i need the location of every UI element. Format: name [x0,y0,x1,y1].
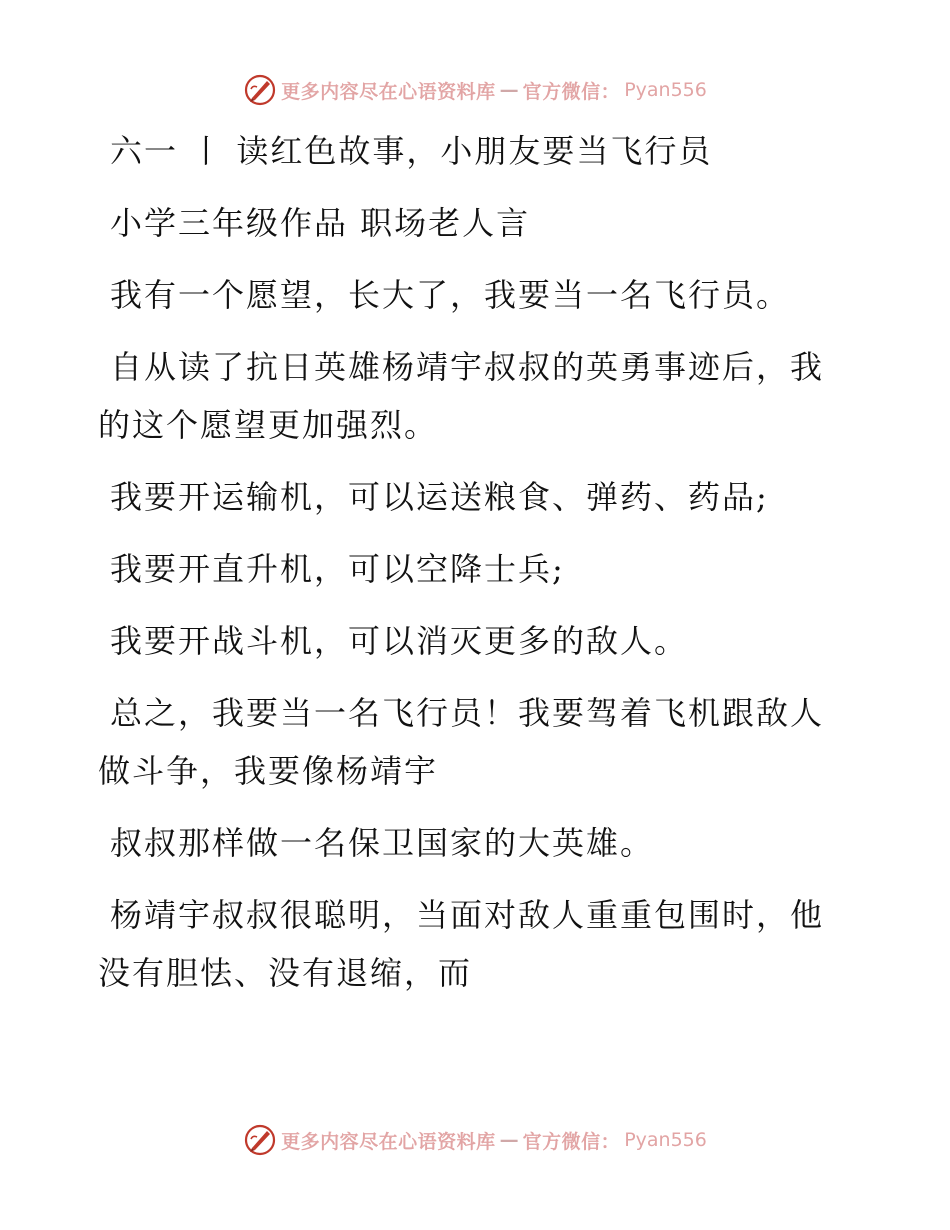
document-title: 六一 丨 读红色故事，小朋友要当飞行员 [110,132,713,170]
footer-watermark [0,1120,950,1160]
paragraph-8 [98,886,830,1002]
paragraph-5: 我要开战斗机，可以消灭更多的敌人。 [110,622,689,660]
paragraph-2 [98,338,830,454]
paragraph-1: 我有一个愿望，长大了，我要当一名飞行员。 [110,276,791,314]
paragraph-2-line-1: 自从读了抗日英雄杨靖宇叔叔的英勇事迹后，我 [110,348,825,386]
watermark-wechat-label: 官方微信： [522,1130,621,1153]
watermark-text: 更多内容尽在心语资料库 [281,80,496,103]
header-watermark [0,70,950,110]
paragraph-3: 我要开运输机，可以运送粮食、弹药、药品; [110,478,769,516]
quill-logo-icon [243,1123,277,1157]
paragraph-6 [98,684,830,800]
paragraph-4: 我要开直升机，可以空降士兵; [110,550,565,588]
paragraph-6-line-2: 做斗争，我要像杨靖宇 [98,752,439,790]
paragraph-8-line-1: 杨靖宇叔叔很聪明，当面对敌人重重包围时，他 [110,896,825,934]
paragraph-8-line-2: 没有胆怯、没有退缩，而 [98,954,473,992]
watermark-wechat-id: Pyan556 [624,79,707,101]
watermark-text: 更多内容尽在心语资料库 [281,1130,496,1153]
quill-logo-icon [243,73,277,107]
document-byline: 小学三年级作品 职场老人言 [110,204,531,242]
watermark-separator: — [499,1129,519,1151]
document-body [98,122,830,1002]
paragraph-6-line-1: 总之，我要当一名飞行员！我要驾着飞机跟敌人 [110,694,825,732]
watermark-separator: — [499,79,519,101]
watermark-wechat-id: Pyan556 [624,1129,707,1151]
paragraph-2-line-2: 的这个愿望更加强烈。 [98,406,439,444]
paragraph-7: 叔叔那样做一名保卫国家的大英雄。 [110,824,655,862]
watermark-wechat-label: 官方微信： [522,80,621,103]
